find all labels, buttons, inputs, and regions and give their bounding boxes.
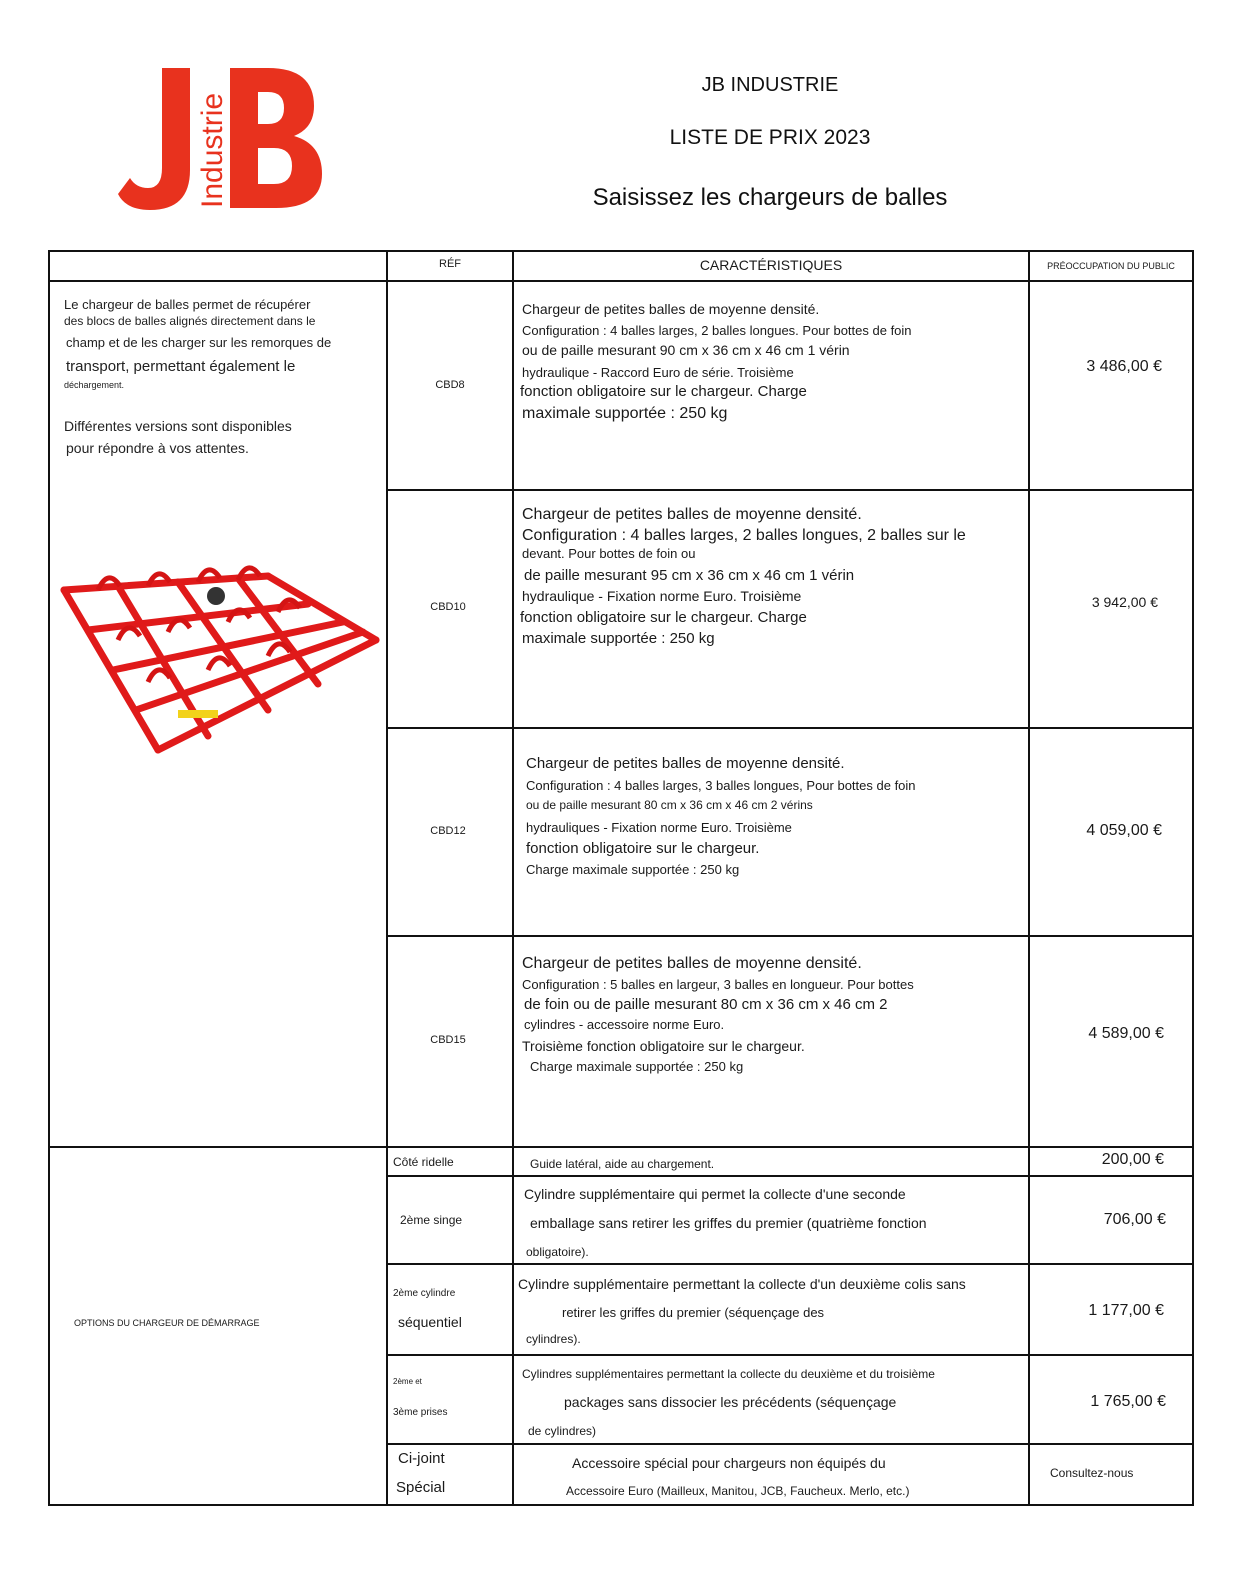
logo-word: Industrie: [196, 92, 229, 208]
features-cbd15: Chargeur de petites balles de moyenne densité. Configuration : 5 balles en largeur, 3 balles en longueur. Pour bottes de foin ou de paille mesurant 80 cm x 36 cm x 46 cm 2 cylindres - accessoire norme Euro. Troisième fonction obligatoire sur le chargeur. Charge maximale supportée : 250 kg: [522, 955, 914, 1075]
option-ref-cote-ridelle: Côté ridelle: [393, 1155, 454, 1169]
ref-cbd12: CBD12: [430, 825, 466, 837]
option-price-cote-ridelle: 200,00 €: [1101, 1151, 1164, 1168]
ref-cbd8: CBD8: [435, 379, 465, 391]
option-desc-cote-ridelle: Guide latéral, aide au chargement.: [530, 1157, 715, 1171]
ref-cbd15: CBD15: [430, 1034, 466, 1046]
features-cbd8: Chargeur de petites balles de moyenne densité. Configuration : 4 balles larges, 2 balles longues. Pour bottes de foin ou de paille mesurant 90 cm x 36 cm x 46 cm 1 vérin hydraulique - Raccord Euro de série. Troisième fonction obligatoire sur le chargeur. Charge maximale supportée : 250 kg: [520, 301, 912, 422]
option-desc-2eme-cylindre: Cylindre supplémentaire permettant la collecte d'un deuxième colis sans retirer les griffes du premier (séquençage des cylindres).: [518, 1276, 966, 1346]
option-desc-ci-joint-special: Accessoire spécial pour chargeurs non équipés du Accessoire Euro (Mailleux, Manitou, JCB, Faucheux. Merlo, etc.): [566, 1455, 910, 1499]
price-cbd12: 4 059,00 €: [1086, 822, 1162, 839]
col-header-price: PRÉOCCUPATION DU PUBLIC: [1047, 261, 1175, 271]
option-ref-2eme-singe: 2ème singe: [400, 1213, 463, 1227]
option-desc-2eme-3eme-prises: Cylindres supplémentaires permettant la collecte du deuxième et du troisième packages sans dissocier les précédents (séquençage de cylindres): [522, 1367, 935, 1438]
ref-cbd10: CBD10: [430, 601, 466, 613]
features-cbd12: Chargeur de petites balles de moyenne densité. Configuration : 4 balles larges, 3 balles longues, Pour bottes de foin ou de paille mesurant 80 cm x 36 cm x 46 cm 2 vérins hydrauliques - Fixation norme Euro. Troisième fonction obligatoire sur le chargeur. Charge maximale supportée : 250 kg: [526, 755, 916, 877]
option-price-2eme-3eme-prises: 1 765,00 €: [1090, 1393, 1166, 1410]
option-ref-2eme-3eme-prises: 2ème et 3ème prises: [393, 1377, 448, 1418]
price-cbd8: 3 486,00 €: [1086, 358, 1162, 375]
company-name: JB INDUSTRIE: [701, 74, 839, 96]
options-label: OPTIONS DU CHARGEUR DE DÉMARRAGE: [74, 1318, 260, 1328]
option-price-ci-joint-special: Consultez-nous: [1050, 1466, 1134, 1480]
option-ref-2eme-cylindre: 2ème cylindre séquentiel: [393, 1288, 462, 1330]
option-price-2eme-cylindre: 1 177,00 €: [1088, 1302, 1164, 1319]
price-cbd10: 3 942,00 €: [1091, 594, 1158, 610]
col-header-features: CARACTÉRISTIQUES: [699, 257, 843, 273]
price-cbd15: 4 589,00 €: [1088, 1025, 1164, 1042]
page-subtitle: Saisissez les chargeurs de balles: [592, 184, 948, 211]
option-desc-2eme-singe: Cylindre supplémentaire qui permet la collecte d'une seconde emballage sans retirer les griffes du premier (quatrième fonction obligatoire).: [524, 1186, 927, 1259]
features-cbd10: Chargeur de petites balles de moyenne densité. Configuration : 4 balles larges, 2 balles longues, 2 balles sur le devant. Pour bottes de foin ou de paille mesurant 95 cm x 36 cm x 46 cm 1 vérin hydraulique - Fixation norme Euro. Troisième fonction obligatoire sur le chargeur. Charge maximale supportée : 250 kg: [520, 506, 966, 647]
jb-industrie-logo: [118, 58, 328, 218]
product-intro: Le chargeur de balles permet de récupérer des blocs de balles alignés directement dans le champ et de les charger sur les remorques de transport, permettant également le déchargement. Différentes versions sont disponibles pour répondre à vos attentes.: [64, 297, 332, 456]
option-ref-ci-joint-special: Ci-joint Spécial: [396, 1450, 446, 1496]
col-header-ref: RÉF: [439, 258, 461, 270]
option-price-2eme-singe: 706,00 €: [1103, 1211, 1166, 1228]
bale-loader-image: [58, 560, 384, 766]
price-list-title: LISTE DE PRIX 2023: [669, 126, 871, 149]
